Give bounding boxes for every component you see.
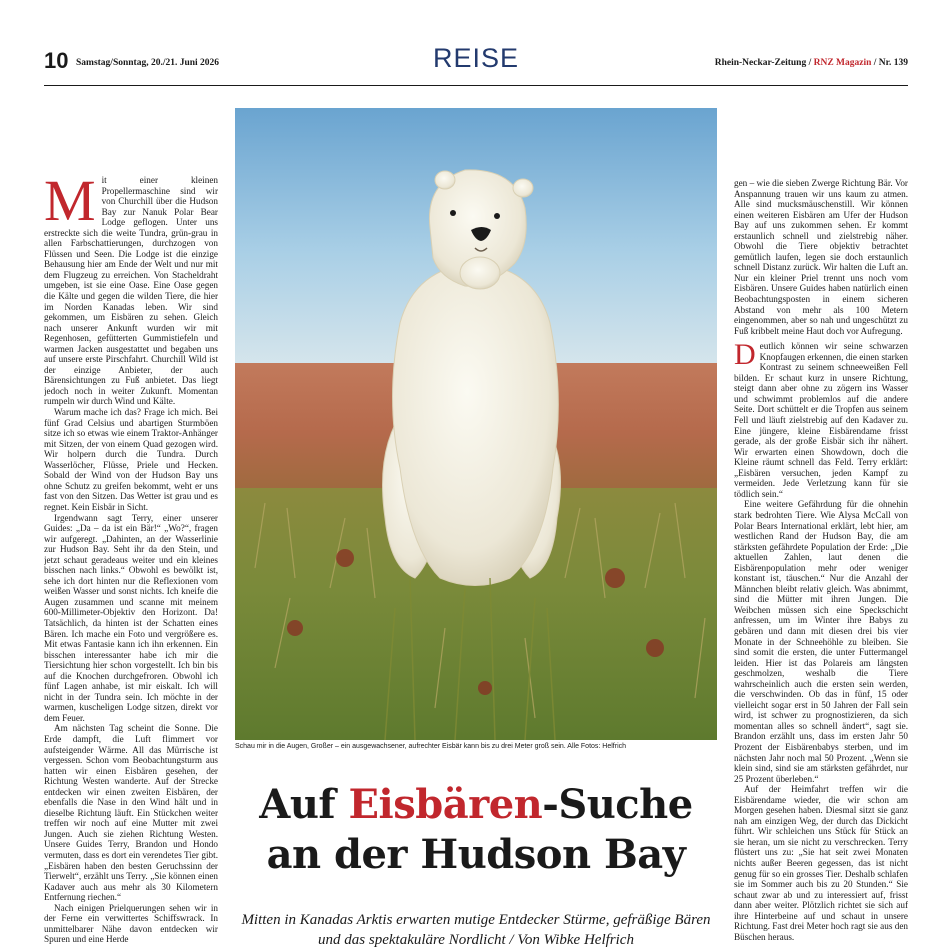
photo-caption: Schau mir in die Augen, Großer – ein ausgewachsener, aufrechter Eisbär kann bis zu drei Meter groß sein. Alle Fotos: Helfrich [235,743,627,750]
right-text-column [734,178,908,952]
drop-cap: D [734,338,756,372]
polar-bear-photo [235,108,717,740]
paragraph: Am nächsten Tag scheint die Sonne. Die Erde dampft, die Luft flimmert vor aufsteigender Wärme. All das Mürrische ist vergessen. Schon vom Beobachtungsturm aus hatten wir einen Eisbären gesehen, der Richtung Westen wanderte. Auf der Strecke entdecken wir einen zweiten Eisbären, der ebenfalls die Nase in den Wind hält und in dieselbe Richtung läuft. Ein Stückchen weiter treffen wir noch auf eine Mutter mit zwei Jungen. Auch sie ziehen Richtung Westen. Unsere Guides Terry, Brandon und Hondo vermuten, dass es dort ein verendetes Tier gibt. „Eisbären haben den besten Geruchssinn der Tierwelt“, erzählt uns Terry. „Sie können einen Kadaver auch aus mehr als 30 Kilometern Entfernung riechen.“ [44,723,218,903]
paragraph: Eine weitere Gefährdung für die ohnehin stark bedrohten Tiere. Wie Alysa McCall von Polar Bears International erklärt, lebt hier, am westlichen Rand der Hudson Bay, die am stärksten gefährdete Population der Erde: „Die aktuellen Zahlen, laut denen die Eisbärenpopulation mehr oder weniger konstant ist, täuschen.“ Nur die Anzahl der Männchen bleibt relativ gleich. Was abnimmt, sind die Mütter mit ihren Jungen. Die Weibchen müssen sich eine Speckschicht anfressen, um im Winter ihre Babys zu gebären und dann mit diesen drei bis vier Monate in der Schneehöhle zu bleiben. Sie sind somit die ersten, die unter Futtermangel leiden. Hier ist das Polareis am längsten geschmolzen, weshalb die Tiere wahrscheinlich auch die ersten sein werden, die verschwinden. Ob das in fünf, 15 oder vielleicht sogar erst in 50 Jahren der Fall sein wird, ist schwer zu prognostizieren, da sich momentan alles so schnell ändert“, sagt sie. Brandon erzählt uns, dass im ersten Jahr 50 Prozent der Eisbärenbabys sterben, und im nächsten Jahr noch mal 50 Prozent. „Wenn sie klein sind, sind sie am stärksten gefährdet, nur 25 Prozent überleben.“ [734,499,908,784]
paragraph: Auf der Heimfahrt treffen wir die Eisbärendame wieder, die wir schon am Morgen gesehen haben. Diesmal sitzt sie ganz nah am einzigen Weg, der durch das Dickicht führt. Wir schleichen uns Stück für Stück an sie heran, um sie nicht zu verschrecken. Terry flüstert uns zu: „Sie hat seit zwei Monaten nichts außer Beeren gegessen, das ist nicht genug für so ein grosses Tier. Deshalb schlafen sie im Sommer auch bis zu 20 Stunden.“ Sie schaut zwar ab und zu interessiert auf, frisst dann aber weiter. Plötzlich richtet sie sich auf ihre Hinterbeine auf und schaut in unsere Richtung. Fast drei Meter hoch ragt sie aus den Büschen heraus. [734,784,908,942]
paragraph: it einer kleinen Propellermaschine sind wir von Churchill über die Hudson Bay zur Nanuk Polar Bear Lodge geflogen. Unter uns erstreckte sich die weite Tundra, grün-grau in allen Farbschattierungen, durchzogen von Flüssen und Seen. Die Lodge ist die einzige Behausung hier am Ende der Welt und nur mit dem Flugzeug zu erreichen. Von Stacheldraht umgeben, ist sie eine Oase. Eine Oase gegen die Kälte und gegen die wilden Tiere, die hier im Norden Kanadas leben. Wir sind gekommen, um Eisbären zu sehen. Gleich nach unserer Ankunft wurden wir mit Regenhosen, gefütterten Gummistiefeln und warmen Jacken ausgestattet und begaben uns auf unsere erste Pirschfahrt. Churchill Wild ist der einzige Anbieter, der auch Bärensichtungen zu Fuß anbietet. Das liegt jedoch noch in weiter Zukunft. Momentan rumpeln wir durch Wind und Kälte. [44,175,218,407]
polar-bear-illustration [235,108,717,740]
magazine-name: RNZ Magazin [813,58,872,68]
paragraph-text: eutlich können wir seine schwarzen Knopfaugen erkennen, die einen starken Kontrast zu seinem schneeweißen Fell bilden. Er schaut kurz in unsere Richtung, steigt dann aber ohne zu zögern ins Wasser und schwimmt problemlos auf die andere Seite. Dort schüttelt er die Tropfen aus seinem Fell und läuft zielstrebig auf den Kadaver zu. Eine jüngere, kleine Eisbärendame frisst gerade, als der große Eisbär sich ihr nähert. Wir erwarten einen Showdown, doch die Kleine räumt schnell das Feld. Terry erklärt: „Eisbären versuchen, jeden Kampf zu vermeiden. Jede Verletzung kann für sie tödlich sein.“ [734,341,908,499]
paragraph: gen – wie die sieben Zwerge Richtung Bär. Vor Anspannung trauen wir uns kaum zu atmen. Alle sind mucksmäuschenstill. Wir können einen weiteren Eisbären am Ufer der Hudson Bay auf uns zukommen sehen. Er kommt erstaunlich schnell und zielstrebig näher. Obwohl die Tiere objektiv betrachtet gemütlich laufen, legen sie doch erstaunlich schnell Distanz zurück. Wir halten die Luft an. Nur ein kleiner Priel trennt uns noch vom Eisbären. Unsere Guides haben natürlich einen Beobachtungsposten in einem sicheren Abstand von mehr als 100 Metern eingenommen, aber so nah und ungeschützt zu Fuß kribbelt meine Haut doch vor Aufregung. [734,178,908,336]
header-rule [44,85,908,86]
paragraph: Irgendwann sagt Terry, einer unserer Guides: „Da – da ist ein Bär!“ „Wo?“, fragen wir aufgeregt. „Dahinten, an der Wasserlinie zur Hudson Bay. Seht ihr da den Stein, und jetzt schaut geradeaus weiter und ein kleines bisschen nach links.“ Obwohl es bewölkt ist, sehe ich dort hinten nur die Reflexionen vom weißen Wasser und sonst nichts. Ich kneife die Augen zusammen und scanne mit meinem 600-Millimeter-Objektiv den Horizont. Da! Tatsächlich, da hinten ist der Schatten eines Bären. Ich mache ein Foto und vergrößere es. Mit etwas Fantasie kann ich ihn erkennen. Ein bisschen interessanter habe ich mir die Tiersichtung hier schon vorgestellt. Ich bin bis auf die Knochen durchgefroren. Obwohl ich fünf Lagen anhabe, ist mir eiskalt. Ich will nicht in der Tundra sein. Ich möchte in der warmen, kuscheligen Lodge sitzen, direkt vor dem Feuer. [44,512,218,723]
paragraph: Warum mache ich das? Frage ich mich. Bei fünf Grad Celsius und abartigen Sturmböen sitze ich so etwas wie einem Traktor-Anhänger mit Sitzen, der von einem Quad gezogen wird. Wir holpern durch die Tundra. Durch Wasserlöcher, Flüsse, Priele und Hecken. Sobald der Wind von der Hudson Bay uns ohne Schutz zu greifen bekommt, weht er uns fast von den Sitzen. Das Wetter ist grau und es regnet. Kein Eisbär in Sicht. [44,407,218,512]
issue-number: / Nr. 139 [871,58,908,68]
headline-line-2: an der Hudson Bay [266,831,686,878]
paper-name: Rhein-Neckar-Zeitung / [714,58,814,68]
article-subline: Mitten in Kanadas Arktis erwarten mutige Entdecker Stürme, gefräßige Bären und das spektakuläre Nordlicht / Von Wibke Helfrich [241,912,711,948]
paragraph: Nach einigen Prielquerungen sehen wir in der Ferne ein verwittertes Schiffswrack. In unmittelbarer Nähe davon entdecken wir Spuren und eine Herde [44,902,218,945]
drop-cap: M [44,175,96,233]
paper-masthead [715,58,908,68]
headline-highlight: Eisbären [348,781,543,828]
headline-part: Auf [259,781,349,828]
section-title: REISE [432,43,520,73]
headline-line-1 [235,780,717,830]
issue-date: Samstag/Sonntag, 20./21. Juni 2026 [76,58,220,68]
paragraph-with-dropcap [734,338,908,499]
headline-part: -Suche [542,781,693,828]
page-number: 10 [44,48,69,73]
left-text-column [44,175,218,952]
article-headline [235,780,717,880]
